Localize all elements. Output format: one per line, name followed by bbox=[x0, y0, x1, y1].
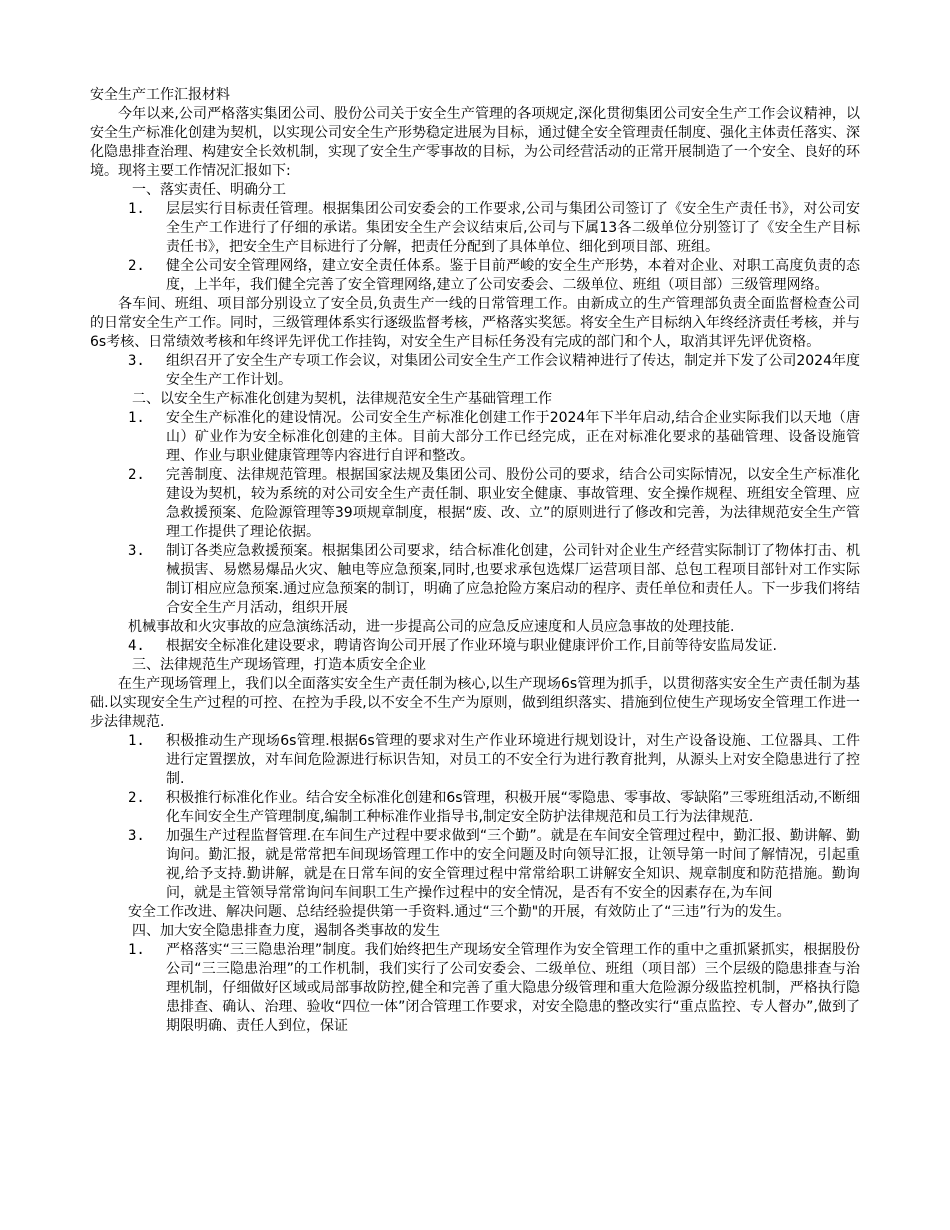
item-number: 1. bbox=[128, 410, 145, 426]
item-number: 3. bbox=[128, 353, 145, 369]
list-item bbox=[90, 466, 860, 542]
continuation-text: 机械事故和火灾事故的应急演练活动，进一步提高公司的应急反应速度和人员应急事故的处理技能. bbox=[128, 619, 735, 635]
item-number: 2. bbox=[128, 258, 145, 274]
item-text: 组织召开了安全生产专项工作会议，对集团公司安全生产工作会议精神进行了传达，制定并下发了公司2024年度安全生产工作计划。 bbox=[166, 353, 860, 388]
item-number: 2. bbox=[128, 467, 145, 483]
item-text: 严格落实“三三隐患治理”制度。我们始终把生产现场安全管理作为安全管理工作的重中之重抓紧抓实，根据股份公司“三三隐患治理”的工作机制，我们实行了公司安委会、二级单位、班组（项目部）三个层级的隐患排查与治理机制，仔细做好区域或局部事故防控,健全和完善了重大隐患分级管理和重大危险源分级监控机制，严格执行隐患排查、确认、治理、验收“四位一体”闭合管理工作要求，对安全隐患的整改实行“重点监控、专人督办”,做到了期限明确、责任人到位，保证 bbox=[166, 942, 860, 1034]
continuation-text: 安全工作改进、解决问题、总结经验提供第一手资料.通过“三个勤"的开展，有效防止了“三违”行为的发生。 bbox=[128, 904, 791, 920]
document-page bbox=[90, 86, 860, 1036]
item-text: 根据安全标准化建设要求，聘请咨询公司开展了作业环境与职业健康评价工作,目前等待安监局发证. bbox=[166, 638, 777, 654]
item-text: 积极推行标准化作业。结合安全标准化创建和6s管理，积极开展“零隐患、零事故、零缺陷”三零班组活动,不断细化车间安全生产管理制度,编制工种标准作业指导书,制定安全防护法律规范和员工行为法律规范. bbox=[166, 790, 860, 825]
list-item bbox=[90, 409, 860, 466]
item-number: 1. bbox=[128, 942, 145, 958]
section-3-heading: 三、法律规范生产现场管理，打造本质安全企业 bbox=[132, 657, 426, 673]
section-1-heading: 一、落实责任、明确分工 bbox=[132, 182, 286, 198]
item-number: 1. bbox=[128, 201, 145, 217]
list-item bbox=[90, 827, 860, 903]
section-2-heading: 二、以安全生产标准化创建为契机，法律规范安全生产基础管理工作 bbox=[132, 391, 552, 407]
item-number: 3. bbox=[128, 828, 145, 844]
item-number: 3. bbox=[128, 543, 145, 559]
list-item bbox=[90, 789, 860, 827]
item-text: 积极推动生产现场6s管理.根据6s管理的要求对生产作业环境进行规划设计，对生产设备设施、工位器具、工件进行定置摆放，对车间危险源进行标识告知，对员工的不安全行为进行教育批判，从源头上对安全隐患进行了控制. bbox=[166, 733, 860, 787]
intro-paragraph: 今年以来,公司严格落实集团公司、股份公司关于安全生产管理的各项规定,深化贯彻集团公司安全生产工作会议精神，以安全生产标准化创建为契机，以实现公司安全生产形势稳定进展为目标，通过健全安全管理责任制度、强化主体责任落实、深化隐患排查治理、构建安全长效机制，实现了安全生产零事故的目标，为公司经营活动的正常开展制造了一个安全、良好的环境。现将主要工作情况汇报如下: bbox=[90, 106, 860, 179]
section-4-heading: 四、加大安全隐患排查力度，遏制各类事故的发生 bbox=[132, 923, 440, 939]
list-item bbox=[90, 637, 860, 656]
document-title: 安全生产工作汇报材料 bbox=[90, 87, 230, 103]
item-text: 健全公司安全管理网络，建立安全责任体系。鉴于目前严峻的安全生产形势，本着对企业、对职工高度负责的态度，上半年，我们健全完善了安全管理网络,建立了公司安委会、二级单位、班组（项目部）三级管理网络。 bbox=[166, 258, 860, 293]
section-3-paragraph: 在生产现场管理上，我们以全面落实安全生产责任制为核心,以生产现场6s管理为抓手，以贯彻落实安全生产责任制为基础.以实现安全生产过程的可控、在控为手段,以不安全不生产为原则，做到组织落实、措施到位使生产现场安全管理工作进一步法律规范. bbox=[90, 676, 860, 730]
list-item bbox=[90, 941, 860, 1036]
item-text: 完善制度、法律规范管理。根据国家法规及集团公司、股份公司的要求，结合公司实际情况，以安全生产标准化建设为契机，较为系统的对公司安全生产责任制、职业安全健康、事故管理、安全操作规程、班组安全管理、应急救援预案、危险源管理等39项规章制度，根据“废、改、立”的原则进行了修改和完善，为法律规范安全生产管理工作提供了理论依据。 bbox=[166, 467, 860, 540]
list-item bbox=[90, 200, 860, 257]
list-item bbox=[90, 542, 860, 618]
item-text: 层层实行目标责任管理。根据集团公司安委会的工作要求,公司与集团公司签订了《安全生产责任书》，对公司安全生产工作进行了仔细的承诺。集团安全生产会议结束后,公司与下属13各二级单位分别签订了《安全生产目标责任书》，把安全生产目标进行了分解，把责任分配到了具体单位、细化到项目部、班组。 bbox=[166, 201, 860, 255]
item-text: 加强生产过程监督管理.在车间生产过程中要求做到“三个勤”。就是在车间安全管理过程中，勤汇报、勤讲解、勤询问。勤汇报，就是常常把车间现场管理工作中的安全问题及时向领导汇报，让领导第一时间了解情况，引起重视,给予支持.勤讲解，就是在日常车间的安全管理过程中常常给职工讲解安全知识、规章制度和防范措施。勤询问，就是主管领导常常询问车间职工生产操作过程中的安全情况，是否有不安全的因素存在,为车间 bbox=[166, 828, 860, 901]
list-item bbox=[90, 732, 860, 789]
item-number: 1. bbox=[128, 733, 145, 749]
item-number: 2. bbox=[128, 790, 145, 806]
list-item bbox=[90, 352, 860, 390]
list-item bbox=[90, 257, 860, 295]
item-number: 4. bbox=[128, 638, 145, 654]
section-1-paragraph: 各车间、班组、项目部分别设立了安全员,负责生产一线的日常管理工作。由新成立的生产管理部负责全面监督检查公司的日常安全生产工作。同时，三级管理体系实行逐级监督考核，严格落实奖惩。将安全生产目标纳入年终经济责任考核，并与6s考核、日常绩效考核和年终评先评优工作挂钩，对安全生产目标任务没有完成的部门和个人，取消其评先评优资格。 bbox=[90, 296, 860, 350]
item-text: 安全生产标准化的建设情况。公司安全生产标准化创建工作于2024年下半年启动,结合企业实际我们以天地（唐山）矿业作为安全标准化创建的主体。目前大部分工作已经完成，正在对标准化要求的基础管理、设备设施管理、作业与职业健康管理等内容进行自评和整改。 bbox=[166, 410, 860, 464]
item-text: 制订各类应急救援预案。根据集团公司要求，结合标准化创建，公司针对企业生产经营实际制订了物体打击、机械损害、易燃易爆品火灾、触电等应急预案,同时,也要求承包选煤厂运营项目部、总包工程项目部针对工作实际制订相应应急预案.通过应急预案的制订，明确了应急抢险方案启动的程序、责任单位和责任人。下一步我们将结合安全生产月活动，组织开展 bbox=[166, 543, 860, 616]
